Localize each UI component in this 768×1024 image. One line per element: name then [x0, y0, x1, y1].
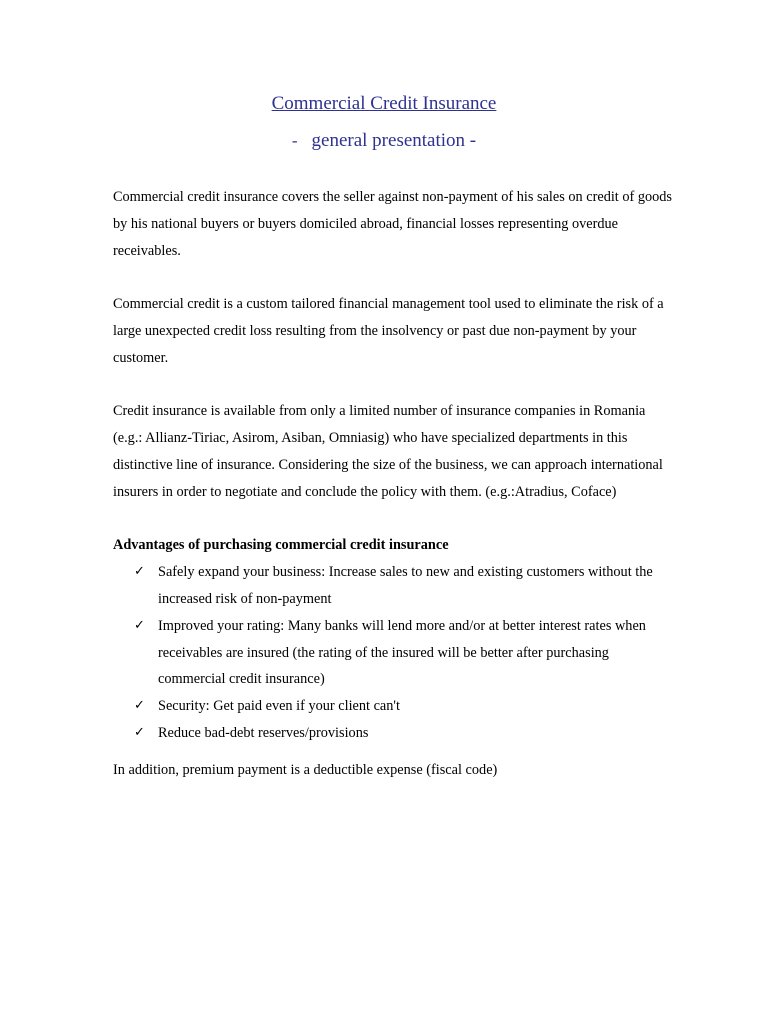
- subtitle-text: general presentation -: [311, 130, 477, 151]
- document-body: [113, 184, 673, 810]
- list-item-text: Security: Get paid even if your client can't: [158, 698, 400, 715]
- list-item: [113, 559, 673, 613]
- document-title: Commercial Credit Insurance: [271, 93, 497, 114]
- check-icon: ✓: [134, 564, 145, 580]
- paragraph-2: Commercial credit is a custom tailored financial management tool used to eliminate the risk of a large unexpected credit loss resulting from the insolvency or past due non-payment by your customer.: [113, 296, 664, 366]
- closing-paragraph: In addition, premium payment is a deductible expense (fiscal code): [113, 761, 498, 778]
- list-item-text: Safely expand your business: Increase sales to new and existing customers without the increased risk of non-payment: [158, 564, 653, 607]
- document-subtitle: [0, 129, 768, 153]
- paragraph-3: Credit insurance is available from only a limited number of insurance companies in Romania (e.g.: Allianz-Tiriac, Asirom, Asiban, Omniasig) who have specialized departments in this distinctive line of insurance. Considering the size of the business, we can approach international insurers in order to negotiate and conclude the policy with them. (e.g.:Atradius, Coface): [113, 403, 663, 500]
- advantages-heading: Advantages of purchasing commercial credit insurance: [113, 537, 449, 554]
- list-item-text: Reduce bad-debt reserves/provisions: [158, 724, 369, 741]
- list-item: [113, 693, 673, 720]
- list-item: [113, 613, 673, 693]
- list-item: [113, 720, 673, 747]
- subtitle-dash: -: [291, 131, 298, 150]
- check-icon: ✓: [134, 724, 145, 740]
- check-icon: ✓: [134, 617, 145, 633]
- check-icon: ✓: [134, 698, 145, 714]
- advantages-list: [113, 559, 673, 747]
- list-item-text: Improved your rating: Many banks will lend more and/or at better interest rates when receivables are insured (the rating of the insured will be better after purchasing commercial credit insurance): [158, 617, 646, 688]
- paragraph-1: Commercial credit insurance covers the seller against non-payment of his sales on credit of goods by his national buyers or buyers domiciled abroad, financial losses representing overdue receivables.: [113, 189, 672, 259]
